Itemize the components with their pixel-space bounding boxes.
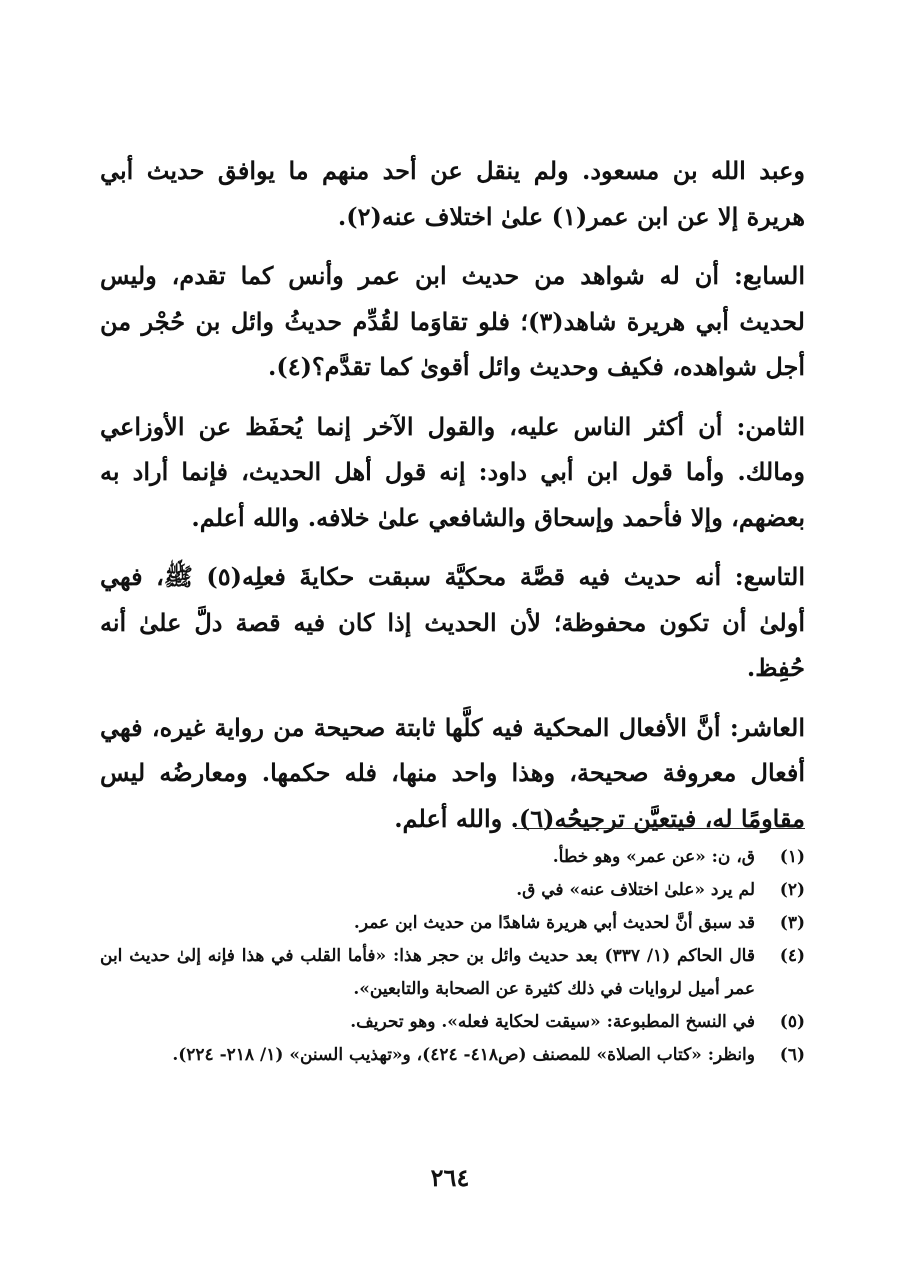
main-text bbox=[100, 148, 805, 841]
footnote-3 bbox=[100, 907, 805, 940]
footnotes bbox=[100, 841, 805, 1072]
paragraph-4 bbox=[100, 554, 805, 691]
footnote-separator bbox=[515, 828, 805, 829]
footnote-number: (٦) bbox=[779, 1045, 805, 1065]
footnote-number: (٢) bbox=[779, 880, 805, 900]
footnote-number: (٥) bbox=[779, 1012, 805, 1032]
footnote-number: (٤) bbox=[779, 946, 805, 966]
footnote-text: قد سبق أنَّ لحديث أبي هريرة شاهدًا من حديث ابن عمر. bbox=[353, 913, 755, 933]
paragraph-5 bbox=[100, 705, 805, 842]
paragraph-lead: السابع: bbox=[733, 261, 805, 290]
paragraph-text: أن أكثر الناس عليه، والقول الآخر إنما يُحفَظ عن الأوزاعي ومالك. وأما قول ابن أبي داود: إنه قول أهل الحديث، فإنما أراد به بعضهم، وإلا فأحمد وإسحاق والشافعي علىٰ خلافه. والله أعلم. bbox=[100, 411, 805, 532]
footnote-text: قال الحاكم (١/ ٣٣٧) بعد حديث وائل بن حجر هذا: «فأما القلب في هذا فإنه إلىٰ حديث ابن عمر أميل لروايات في ذلك كثيرة عن الصحابة والتابعين». bbox=[100, 946, 755, 999]
paragraph-lead: التاسع: bbox=[734, 562, 805, 591]
footnote-1 bbox=[100, 841, 805, 874]
footnote-text: ق، ن: «عن عمر» وهو خطأ. bbox=[552, 847, 755, 867]
footnote-text: لم يرد «علىٰ اختلاف عنه» في ق. bbox=[516, 880, 755, 900]
footnote-2 bbox=[100, 874, 805, 907]
paragraph-1 bbox=[100, 148, 805, 239]
footnote-6 bbox=[100, 1039, 805, 1072]
footnote-text: وانظر: «كتاب الصلاة» للمصنف (ص٤١٨- ٤٢٤)، و«تهذيب السنن» (١/ ٢١٨- ٢٢٤). bbox=[172, 1045, 755, 1065]
paragraph-2 bbox=[100, 253, 805, 390]
paragraph-text: أن له شواهد من حديث ابن عمر وأنس كما تقدم، وليس لحديث أبي هريرة شاهد(٣)؛ فلو تقاوَما لقُدِّم حديثُ وائل بن حُجْر من أجل شواهده، فكيف وحديث وائل أقوىٰ كما تقدَّم؟(٤). bbox=[100, 261, 805, 381]
paragraph-lead: العاشر: bbox=[729, 712, 805, 742]
paragraph-text: أنَّ الأفعال المحكية فيه كلَّها ثابتة صحيحة من رواية غيره، فهي أفعال معروفة صحيحة، وهذا واحد منها، فله حكمها. ومعارضُه ليس مقاومًا له، فيتعيَّن ترجيحُه(٦). والله أعلم. bbox=[100, 712, 805, 833]
footnote-number: (٣) bbox=[779, 913, 805, 933]
page-number: ٢٦٤ bbox=[430, 1163, 470, 1192]
paragraph-lead: الثامن: bbox=[736, 411, 805, 441]
footnote-5 bbox=[100, 1006, 805, 1039]
footnote-number: (١) bbox=[779, 847, 805, 867]
footnote-text: في النسخ المطبوعة: «سيقت لحكاية فعله». وهو تحريف. bbox=[350, 1012, 755, 1032]
paragraph-3 bbox=[100, 404, 805, 541]
paragraph-text: وعبد الله بن مسعود. ولم ينقل عن أحد منهم ما يوافق حديث أبي هريرة إلا عن ابن عمر(١) علىٰ اختلاف عنه(٢). bbox=[100, 156, 805, 231]
paragraph-text: أنه حديث فيه قصَّة محكيَّة سبقت حكايةَ فعلِه(٥) ﷺ، فهي أولىٰ أن تكون محفوظة؛ لأن الحديث إذا كان فيه قصة دلَّ علىٰ أنه حُفِظ. bbox=[100, 562, 805, 682]
footnote-4 bbox=[100, 940, 805, 1006]
